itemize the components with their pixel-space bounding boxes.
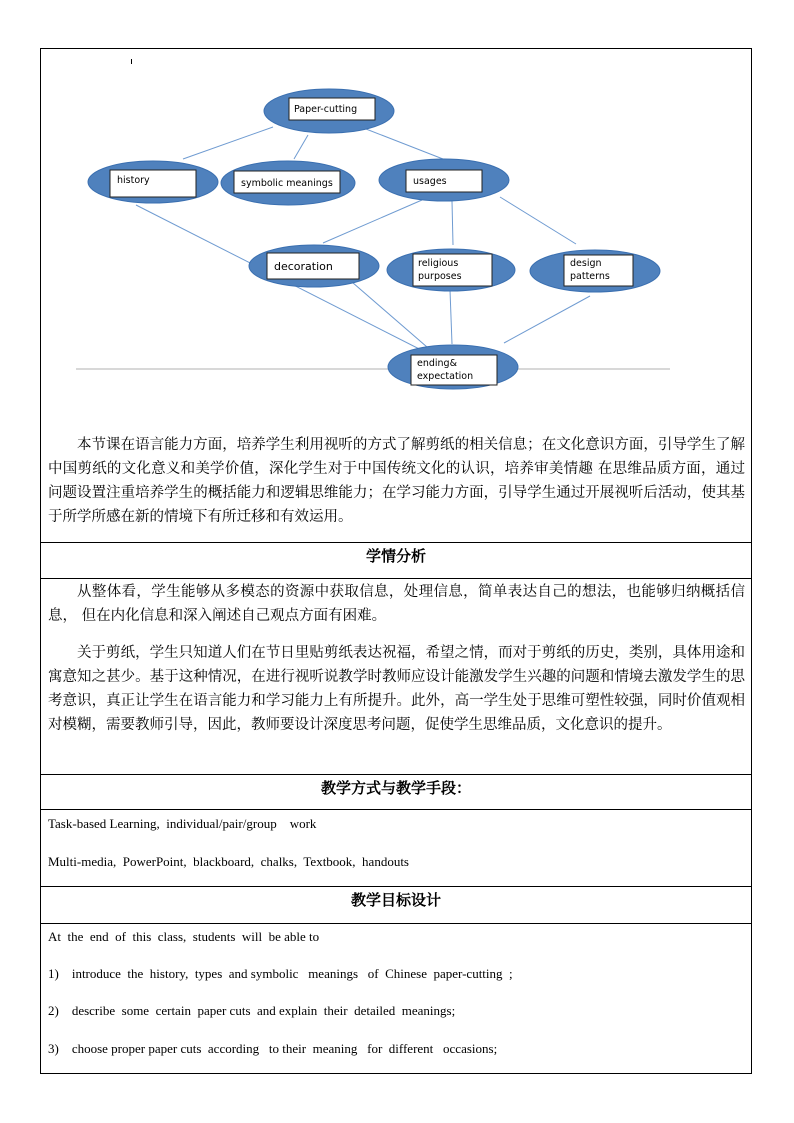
divider bbox=[41, 578, 751, 579]
divider bbox=[41, 923, 751, 924]
section-title-teaching-methods: 教学方式与教学手段： bbox=[320, 779, 471, 797]
node-label-purposes: purposes bbox=[418, 271, 462, 282]
lesson-plan-table bbox=[40, 48, 752, 1074]
objectives-intro: At the end of this class, students will be able to bbox=[48, 929, 320, 944]
objective-item-2: 2) describe some certain paper cuts and explain their detailed meanings; bbox=[48, 1003, 456, 1018]
teaching-methods-line-2: Multi-media, PowerPoint, blackboard, chalks, Textbook, handouts bbox=[48, 854, 409, 869]
objective-item-3: 3) choose proper paper cuts according to their meaning for different occasions; bbox=[48, 1041, 498, 1056]
section-title-learner-analysis: 学情分析 bbox=[365, 547, 426, 565]
node-label-usages: usages bbox=[413, 176, 447, 187]
node-label-expectation: expectation bbox=[417, 371, 474, 382]
divider bbox=[41, 542, 751, 543]
node-label-symbolic-meanings: symbolic meanings bbox=[241, 178, 333, 189]
teaching-objectives-paragraph: 本节课在语言能力方面，培养学生利用视听的方式了解剪纸的相关信息；在文化意识方面，引导学生了解中国剪纸的文化意义和美学价值，深化学生对于中国传统文化的认识，培养审美情趣 在思维品质方面，通过问题设置注重培养学生的概括能力和逻辑思维能力；在学习能力方面，引导学生通过开展视听后活动，使其基于所学所感在新的情境下有所迁移和有效运用。 bbox=[48, 437, 745, 525]
stray-mark bbox=[131, 59, 132, 64]
teaching-methods-line-1: Task-based Learning, individual/pair/group work bbox=[48, 816, 317, 831]
node-label-ending: ending& bbox=[417, 358, 457, 369]
node-label-religious: religious bbox=[418, 258, 459, 269]
divider bbox=[41, 809, 751, 810]
node-label-history: history bbox=[117, 175, 150, 186]
objective-item-1: 1) introduce the history, types and symbolic meanings of Chinese paper-cutting ; bbox=[48, 966, 513, 981]
divider bbox=[41, 886, 751, 887]
learner-analysis-paragraph-1: 从整体看，学生能够从多模态的资源中获取信息，处理信息，简单表达自己的想法，也能够归纳概括信息， 但在内化信息和深入阐述自己观点方面有困难。 bbox=[48, 584, 745, 624]
section-title-objectives-design: 教学目标设计 bbox=[350, 891, 441, 909]
node-label-root: Paper-cutting bbox=[294, 104, 358, 115]
node-label-decoration: decoration bbox=[274, 260, 333, 273]
node-label-design: design bbox=[570, 258, 602, 269]
paper-cutting-mind-map bbox=[76, 67, 676, 382]
learner-analysis-paragraph-2: 关于剪纸，学生只知道人们在节日里贴剪纸表达祝福，希望之情，而对于剪纸的历史，类别，具体用途和寓意知之甚少。基于这种情况，在进行视听说教学时教师应设计能激发学生兴趣的问题和情境去激发学生的思考意识，真正让学生在语言能力和学习能力上有所提升。此外，高一学生处于思维可塑性较强，同时价值观相对模糊，需要教师引导，因此，教师要设计深度思考问题，促使学生思维品质，文化意识的提升。 bbox=[48, 645, 745, 733]
divider bbox=[41, 774, 751, 775]
node-label-patterns: patterns bbox=[570, 271, 610, 282]
